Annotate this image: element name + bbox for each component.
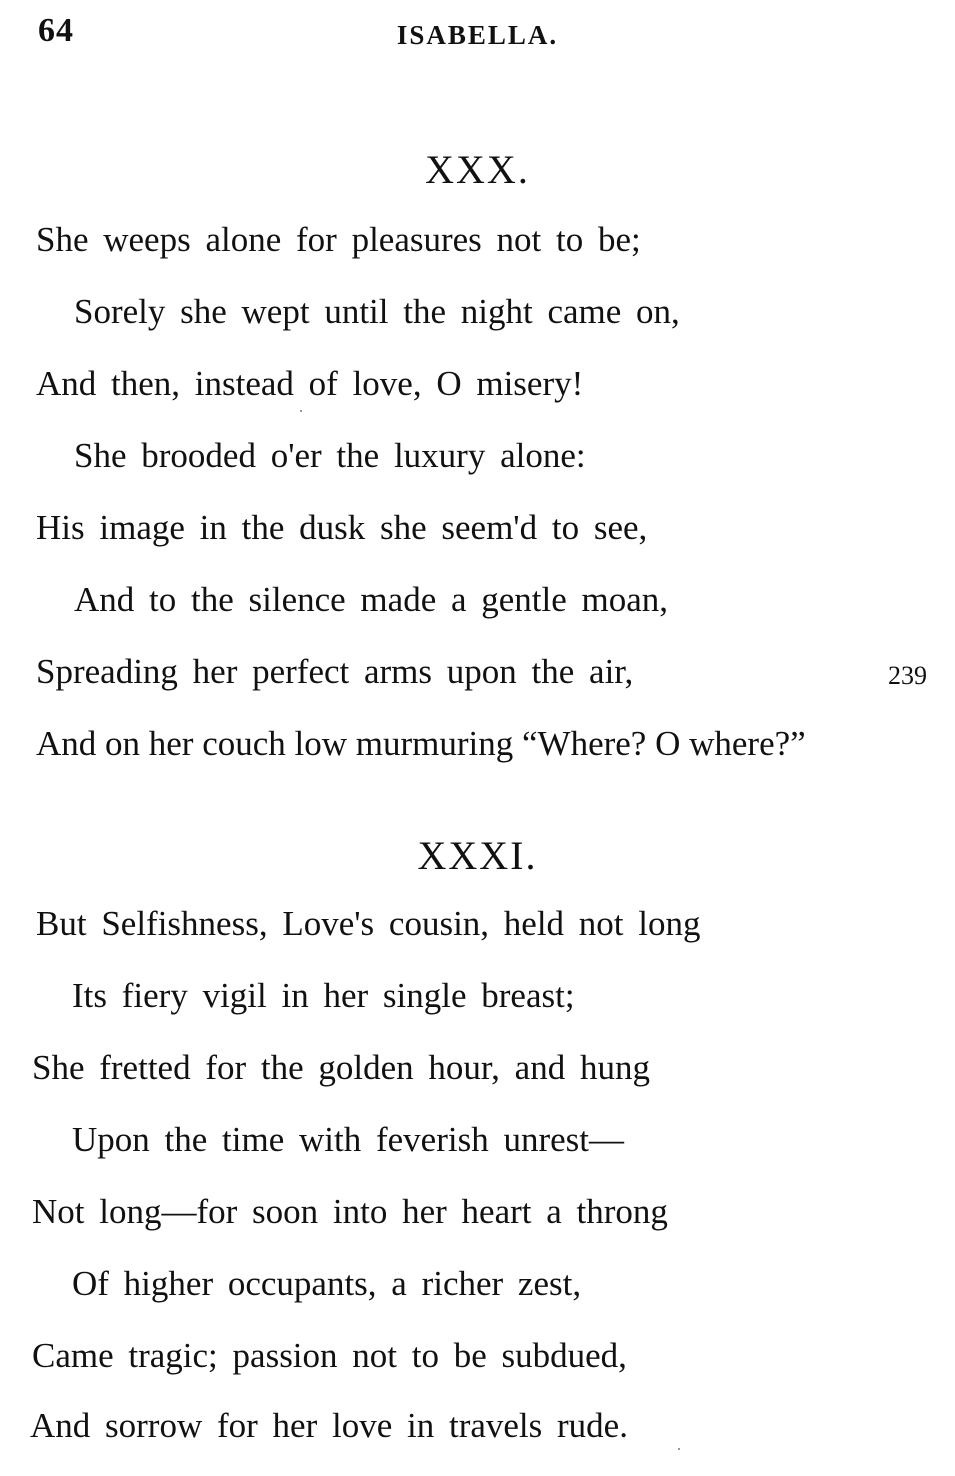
verse-line: Upon the time with feverish unrest— xyxy=(72,1120,624,1159)
verse-line: And to the silence made a gentle moan, xyxy=(74,580,669,619)
print-speck xyxy=(300,410,302,412)
running-head-title: ISABELLA. xyxy=(396,20,559,50)
stanza-number-xxxi: XXXI. xyxy=(417,833,538,878)
page-number: 64 xyxy=(38,12,74,49)
verse-line: She brooded o'er the luxury alone: xyxy=(74,436,586,475)
verse-line: She weeps alone for pleasures not to be; xyxy=(36,220,641,259)
verse-line: And then, instead of love, O misery! xyxy=(36,364,584,403)
verse-line: Came tragic; passion not to be subdued, xyxy=(32,1336,627,1375)
verse-line: Of higher occupants, a richer zest, xyxy=(72,1264,582,1303)
verse-line: Sorely she wept until the night came on, xyxy=(74,292,680,331)
verse-line: And on her couch low murmuring “Where? O where?” xyxy=(36,724,806,763)
print-speck xyxy=(678,1448,680,1450)
verse-line: Its fiery vigil in her single breast; xyxy=(72,976,575,1015)
verse-line: His image in the dusk she seem'd to see, xyxy=(36,508,648,547)
verse-line: Not long—for soon into her heart a throng xyxy=(32,1192,668,1231)
verse-line: She fretted for the golden hour, and hung xyxy=(32,1048,650,1087)
verse-line: But Selfishness, Love's cousin, held not long xyxy=(36,904,701,943)
verse-line: And sorrow for her love in travels rude. xyxy=(30,1406,628,1445)
verse-line: Spreading her perfect arms upon the air, xyxy=(36,652,634,691)
line-number: 239 xyxy=(888,661,927,690)
stanza-number-xxx: XXX. xyxy=(425,147,530,192)
